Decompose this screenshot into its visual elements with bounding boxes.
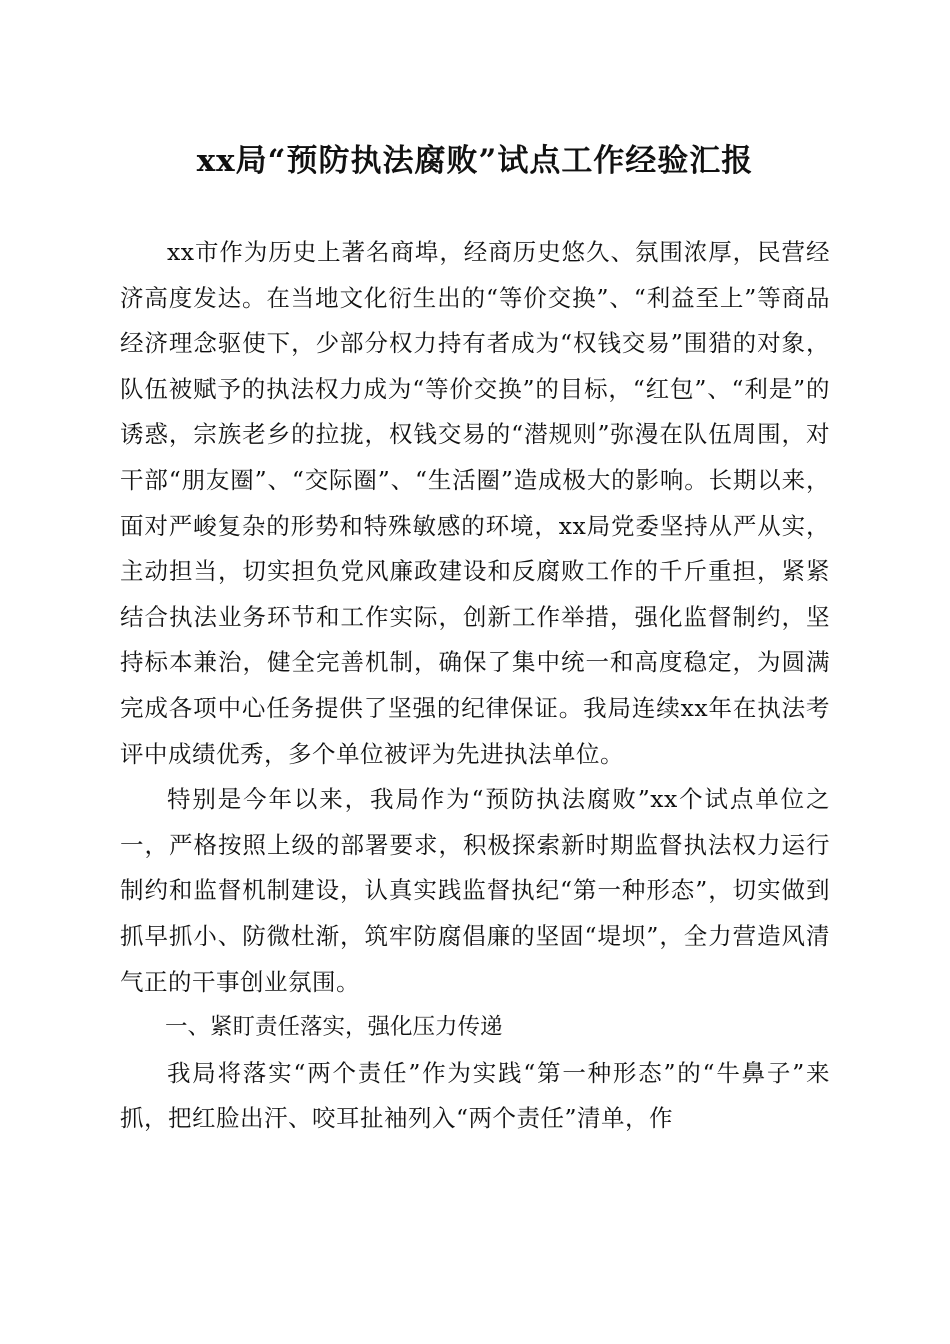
document-title: xx局“预防执法腐败”试点工作经验汇报 [196,143,754,179]
body-paragraph-1: xx市作为历史上著名商埠，经商历史悠久、氛围浓厚，民营经济高度发达。在当地文化衍生出的“等价交换”、“利益至上”等商品经济理念驱使下，少部分权力持有者成为“权钱交易”围猎的对象，队伍被赋予的执法权力成为“等价交换”的目标，“红包”、“利是”的诱惑，宗族老乡的拉拢，权钱交易的“潜规则”弥漫在队伍周围，对干部“朋友圈”、“交际圈”、“生活圈”造成极大的影响。长期以来，面对严峻复杂的形势和特殊敏感的环境，xx局党委坚持从严从实，主动担当，切实担负党风廉政建设和反腐败工作的千斤重担，紧紧结合执法业务环节和工作实际，创新工作举措，强化监督制约，坚持标本兼治，健全完善机制，确保了集中统一和高度稳定，为圆满完成各项中心任务提供了坚强的纪律保证。我局连续xx年在执法考评中成绩优秀，多个单位被评为先进执法单位。 [120,238,830,768]
body-paragraph-2: 特别是今年以来，我局作为“预防执法腐败”xx个试点单位之一，严格按照上级的部署要求，积极探索新时期监督执法权力运行制约和监督机制建设，认真实践监督执纪“第一种形态”，切实做到抓早抓小、防微杜渐，筑牢防腐倡廉的坚固“堤坝”，全力营造风清气正的干事创业氛围。 [120,785,830,996]
document-body [120,230,830,1142]
section-paragraph: 我局将落实“两个责任”作为实践“第一种形态”的“牛鼻子”来抓，把红脸出汗、咬耳扯袖列入“两个责任”清单，作 [120,1058,830,1133]
section-heading: 一、紧盯责任落实，强化压力传递 [165,1014,503,1041]
